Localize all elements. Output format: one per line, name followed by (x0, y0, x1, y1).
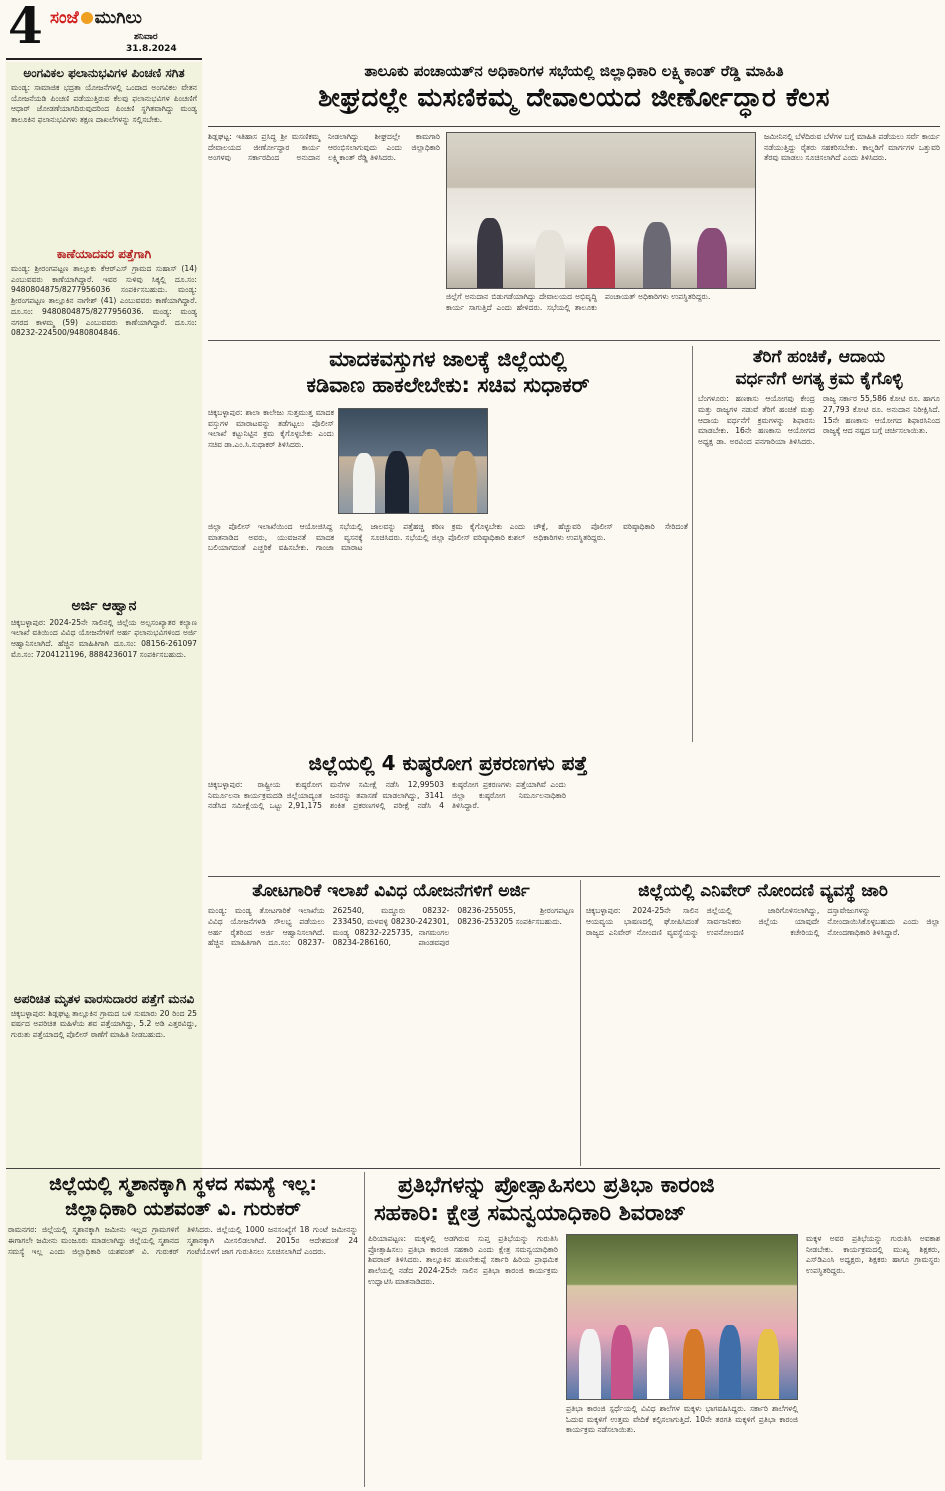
s3-body: ಚಿಕ್ಕಬಳ್ಳಾಪುರ: 2024-25ನೇ ಸಾಲಿನಲ್ಲಿ ಜಿಲ್ಲೆಯ ಅಲ್ಪಸಂಖ್ಯಾತರ ಕಲ್ಯಾಣ ಇಲಾಖೆ ವತಿಯಿಂದ ವಿವಿಧ ಯೋಜನೆಗಳಿಗೆ ಅರ್ಹ ಫಲಾನುಭವಿಗಳಿಂದ ಅರ್ಜಿ ಆಹ್ವಾನಿಸಲಾಗಿದೆ. ಹೆಚ್ಚಿನ ಮಾಹಿತಿಗಾಗಿ ದೂ.ಸಂ: 08156-261097 ಮೊ.ಸಂ: 7204121196, 8884236017 ಸಂಪರ್ಕಿಸಬಹುದು. (11, 617, 197, 659)
person-figure (477, 218, 503, 288)
talent-story (368, 1172, 940, 1487)
divider (364, 1172, 365, 1487)
cemetery-body: ರಾಮನಗರ: ಜಿಲ್ಲೆಯಲ್ಲಿ ಸ್ಮಶಾನಕ್ಕಾಗಿ ಜಮೀನು ಇಲ್ಲದ ಗ್ರಾಮಗಳಿಗೆ ಈಗಾಗಲೇ ಜಮೀನು ಮಂಜೂರು ಮಾಡಲಾಗಿದ್ದು ಜಿಲ್ಲೆಯಲ್ಲಿ ಸ್ಮಶಾನದ ಸಮಸ್ಯೆ ಇಲ್ಲ ಎಂದು ಜಿಲ್ಲಾಧಿಕಾರಿ ಯಶವಂತ್ ವಿ. ಗುರುಕರ್ ತಿಳಿಸಿದರು. ಜಿಲ್ಲೆಯಲ್ಲಿ 1000 ಜನಸಂಖ್ಯೆಗೆ 18 ಗುಂಟೆ ಜಮೀನನ್ನು ಸ್ಮಶಾನಕ್ಕಾಗಿ ಮೀಸಲಿಡಲಾಗಿದೆ. 2015ರ ಆದೇಶದಂತೆ 24 ಗಂಟೆಯೊಳಗೆ ಜಾಗ ಗುರುತಿಸಲು ಸೂಚಿಸಲಾಗಿದೆ ಎಂದರು. (8, 1225, 358, 1256)
top-rule (208, 126, 940, 127)
cemetery-headline-2: ಜಿಲ್ಲಾಧಿಕಾರಿ ಯಶವಂತ್ ವಿ. ಗುರುಕರ್ (65, 1197, 301, 1220)
s3-title: ಅರ್ಜಿ ಆಹ್ವಾನ (71, 598, 137, 614)
nvr-story (586, 880, 940, 1170)
nvr-headline: ಜಿಲ್ಲೆಯಲ್ಲಿ ಎನಿವೇರ್ ನೋಂದಣಿ ವ್ಯವಸ್ಥೆ ಜಾರಿ (638, 881, 888, 901)
s2-title: ಕಾಣೆಯಾದವರ ಪತ್ತೆಗಾಗಿ (56, 247, 152, 261)
talent-headline-1: ಪ್ರತಿಭೆಗಳನ್ನು ಪ್ರೋತ್ಸಾಹಿಸಲು ಪ್ರತಿಭಾ ಕಾರಂಜಿ (398, 1173, 715, 1198)
leprosy-story (208, 750, 688, 870)
tax-story (698, 346, 940, 746)
tax-body: ಬೆಂಗಳೂರು: ಹಣಕಾಸು ಆಯೋಗವು ಕೇಂದ್ರ ಮತ್ತು ರಾಜ್ಯಗಳ ನಡುವೆ ತೆರಿಗೆ ಹಂಚಿಕೆ ಮತ್ತು ಆದಾಯ ವರ್ಧನೆಗೆ ಕ್ರಮಗಳನ್ನು ಶಿಫಾರಸು ಮಾಡಬೇಕು. 16ನೇ ಹಣಕಾಸು ಆಯೋಗದ ಅಧ್ಯಕ್ಷ ಡಾ. ಅರವಿಂದ ಪನಗಾರಿಯಾ ತಿಳಿಸಿದರು. ರಾಜ್ಯ ಸರ್ಕಾರ 55,586 ಕೋಟಿ ರೂ. ಹಾಗೂ 27,793 ಕೋಟಿ ರೂ. ಅನುದಾನ ನಿರೀಕ್ಷಿಸಿದೆ. 15ನೇ ಹಣಕಾಸು ಆಯೋಗದ ಶಿಫಾರಸಿನಿಂದ ರಾಜ್ಯಕ್ಕೆ ಆದ ನಷ್ಟದ ಬಗ್ಗೆ ಚರ್ಚಿಸಲಾಯಿತು. (698, 394, 940, 446)
person-figure (579, 1329, 601, 1399)
cemetery-headline-1: ಜಿಲ್ಲೆಯಲ್ಲಿ ಸ್ಮಶಾನಕ್ಕಾಗಿ ಸ್ಥಳದ ಸಮಸ್ಯೆ ಇಲ್ಲ: (49, 1173, 317, 1195)
horticulture-body: ಮಂಡ್ಯ: ಮಂಡ್ಯ ತೋಟಗಾರಿಕೆ ಇಲಾಖೆಯ ವಿವಿಧ ಯೋಜನೆಗಳಡಿ ಸೌಲಭ್ಯ ಪಡೆಯಲು ಅರ್ಹ ರೈತರಿಂದ ಅರ್ಜಿ ಆಹ್ವಾನಿಸಲಾಗಿದೆ. ಹೆಚ್ಚಿನ ಮಾಹಿತಿಗಾಗಿ ದೂ.ಸಂ: 08237-262540, ಮದ್ದೂರು 08232-233450, ಮಳವಳ್ಳಿ 08230-242301, ಮಂಡ್ಯ 08232-225735, ನಾಗಮಂಗಲ 08234-286160, ಪಾಂಡವಪುರ 08236-255055, ಶ್ರೀರಂಗಪಟ್ಟಣ 08236-253205 ಸಂಪರ್ಕಿಸಬಹುದು. (208, 906, 574, 948)
top-body-mid: ಜಿಲ್ಲೆಗೆ ಅನುದಾನ ಬಿಡುಗಡೆಯಾಗಿದ್ದು ದೇವಾಲಯದ ಅಭಿವೃದ್ಧಿ ಕಾರ್ಯ ಸಾಗುತ್ತಿದೆ ಎಂದು ಹೇಳಿದರು. ಸಭೆಯಲ್ಲಿ ತಾಲೂಕು ಪಂಚಾಯತ್ ಅಧಿಕಾರಿಗಳು ಉಪಸ್ಥಿತರಿದ್ದರು. (446, 292, 711, 312)
person-figure (353, 453, 375, 513)
s4-title: ಅಪರಿಚಿತ ಮೃತಳ ವಾರಸುದಾರರ ಪತ್ತೆಗೆ ಮನವಿ (13, 991, 195, 1006)
drug-headline-2: ಕಡಿವಾಣ ಹಾಕಲೇಬೇಕು: ಸಚಿವ ಸುಧಾಕರ್ (306, 373, 590, 398)
minister-photo (338, 408, 488, 514)
brand-part1: ಸಂಜೆ (50, 8, 79, 28)
brand-logo (50, 8, 142, 28)
drug-body-intro: ಚಿಕ್ಕಬಳ್ಳಾಪುರ: ಶಾಲಾ ಕಾಲೇಜು ಸುತ್ತಮುತ್ತ ಮಾದಕ ವಸ್ತುಗಳ ಮಾರಾಟವನ್ನು ತಡೆಗಟ್ಟಲು ಪೊಲೀಸ್ ಇಲಾಖೆ ಕಟ್ಟುನಿಟ್ಟಿನ ಕ್ರಮ ಕೈಗೊಳ್ಳಬೇಕು ಎಂದು ಸಚಿವ ಡಾ.ಎಂ.ಸಿ.ಸುಧಾಕರ್ ತಿಳಿಸಿದರು. (208, 408, 334, 450)
talent-body-left: ಪಿರಿಯಾಪಟ್ಟಣ: ಮಕ್ಕಳಲ್ಲಿ ಅಡಗಿರುವ ಸುಪ್ತ ಪ್ರತಿಭೆಯನ್ನು ಗುರುತಿಸಿ ಪ್ರೋತ್ಸಾಹಿಸಲು ಪ್ರತಿಭಾ ಕಾರಂಜಿ ಸಹಕಾರಿ ಎಂದು ಕ್ಷೇತ್ರ ಸಮನ್ವಯಾಧಿಕಾರಿ ಶಿವರಾಜ್ ತಿಳಿಸಿದರು. ತಾಲ್ಲೂಕಿನ ಹುಣಸೇಕುಪ್ಪೆ ಸರ್ಕಾರಿ ಹಿರಿಯ ಪ್ರಾಥಮಿಕ ಶಾಲೆಯಲ್ಲಿ ನಡೆದ 2024-25ನೇ ಸಾಲಿನ ಪ್ರತಿಭಾ ಕಾರಂಜಿ ಕಾರ್ಯಕ್ರಮ ಉದ್ಘಾಟಿಸಿ ಮಾತನಾಡಿದರು. (368, 1234, 558, 1286)
page-number: 4 (8, 2, 43, 55)
horticulture-story (208, 880, 574, 1170)
drug-headline-1: ಮಾದಕವಸ್ತುಗಳ ಜಾಲಕ್ಕೆ ಜಿಲ್ಲೆಯಲ್ಲಿ (329, 347, 567, 371)
school-event-photo (566, 1234, 798, 1400)
person-figure (719, 1325, 741, 1399)
person-figure (611, 1325, 633, 1399)
person-figure (453, 451, 477, 513)
top-kicker: ತಾಲೂಕು ಪಂಚಾಯತ್‌ನ ಅಧಿಕಾರಿಗಳ ಸಭೆಯಲ್ಲಿ ಜಿಲ್ಲಾಧಿಕಾರಿ ಲಕ್ಷ್ಮಿಕಾಂತ್ ರೆಡ್ಡಿ ಮಾಹಿತಿ (364, 62, 784, 80)
talent-body-right: ಮಕ್ಕಳ ಅವರ ಪ್ರತಿಭೆಯನ್ನು ಗುರುತಿಸಿ ಅವಕಾಶ ನೀಡಬೇಕು. ಕಾರ್ಯಕ್ರಮದಲ್ಲಿ ಮುಖ್ಯ ಶಿಕ್ಷಕರು, ಎಸ್‌ಡಿಎಂಸಿ ಅಧ್ಯಕ್ಷರು, ಶಿಕ್ಷಕರು ಹಾಗೂ ಗ್ರಾಮಸ್ಥರು ಉಪಸ್ಥಿತರಿದ್ದರು. (806, 1234, 940, 1276)
sun-icon (81, 12, 93, 24)
talent-body-mid: ಪ್ರತಿಭಾ ಕಾರಂಜಿ ಸ್ಪರ್ಧೆಯಲ್ಲಿ ವಿವಿಧ ಶಾಲೆಗಳ ಮಕ್ಕಳು ಭಾಗವಹಿಸಿದ್ದರು. ಸರ್ಕಾರಿ ಶಾಲೆಗಳಲ್ಲಿ ಓದುವ ಮಕ್ಕಳಿಗೆ ಉತ್ತಮ ವೇದಿಕೆ ಕಲ್ಪಿಸಲಾಗುತ್ತಿದೆ. 10ನೇ ತರಗತಿ ಮಕ್ಕಳಿಗೆ ಪ್ರತಿಭಾ ಕಾರಂಜಿ ಕಾರ್ಯಕ್ರಮ ನಡೆಸಲಾಯಿತು. (566, 1404, 798, 1435)
leprosy-body: ಚಿಕ್ಕಬಳ್ಳಾಪುರ: ರಾಷ್ಟ್ರೀಯ ಕುಷ್ಠರೋಗ ನಿರ್ಮೂಲನಾ ಕಾರ್ಯಕ್ರಮದಡಿ ಜಿಲ್ಲೆಯಾದ್ಯಂತ ನಡೆಸಿದ ಸಮೀಕ್ಷೆಯಲ್ಲಿ ಒಟ್ಟು 2,91,175 ಮನೆಗಳ ಸಮೀಕ್ಷೆ ನಡೆಸಿ 12,99503 ಜನರನ್ನು ತಪಾಸಣೆ ಮಾಡಲಾಗಿದ್ದು, 3141 ಶಂಕಿತ ಪ್ರಕರಣಗಳಲ್ಲಿ ಪರೀಕ್ಷೆ ನಡೆಸಿ 4 ಕುಷ್ಠರೋಗ ಪ್ರಕರಣಗಳು ಪತ್ತೆಯಾಗಿವೆ ಎಂದು ಜಿಲ್ಲಾ ಕುಷ್ಠರೋಗ ನಿರ್ಮೂಲನಾಧಿಕಾರಿ ತಿಳಿಸಿದ್ದಾರೆ. (208, 780, 566, 811)
person-figure (683, 1329, 705, 1399)
drug-body-rest: ಜಿಲ್ಲಾ ಪೊಲೀಸ್ ಇಲಾಖೆಯಿಂದ ಆಯೋಜಿಸಿದ್ದ ಸಭೆಯಲ್ಲಿ ಮಾತನಾಡಿದ ಅವರು, ಯುವಜನತೆ ಮಾದಕ ವ್ಯಸನಕ್ಕೆ ಬಲಿಯಾಗದಂತೆ ಎಚ್ಚರಿಕೆ ವಹಿಸಬೇಕು. ಗಾಂಜಾ ಮಾರಾಟ ಜಾಲವನ್ನು ಪತ್ತೆಹಚ್ಚಿ ಕಠಿಣ ಕ್ರಮ ಕೈಗೊಳ್ಳಬೇಕು ಎಂದು ಸೂಚಿಸಿದರು. ಸಭೆಯಲ್ಲಿ ಜಿಲ್ಲಾ ಪೊಲೀಸ್ ವರಿಷ್ಠಾಧಿಕಾರಿ ಕುಶಲ್ ಚೌಕ್ಸೆ, ಹೆಚ್ಚುವರಿ ಪೊಲೀಸ್ ವರಿಷ್ಠಾಧಿಕಾರಿ ಸೇರಿದಂತೆ ಅಧಿಕಾರಿಗಳು ಉಪಸ್ಥಿತರಿದ್ದರು. (208, 522, 688, 553)
divider (580, 880, 581, 1166)
divider (6, 1168, 940, 1169)
top-body-left: ಶಿಡ್ಲಘಟ್ಟ: ಇತಿಹಾಸ ಪ್ರಸಿದ್ಧ ಶ್ರೀ ಮಸಣಿಕಮ್ಮ ದೇವಾಲಯದ ಜೀರ್ಣೋದ್ಧಾರ ಕಾರ್ಯ ಅಂಗಳವು ಸರ್ಕಾರದಿಂದ ಅನುದಾನ ನೀಡಲಾಗಿದ್ದು ಶೀಘ್ರದಲ್ಲೇ ಕಾಮಗಾರಿ ಆರಂಭಿಸಲಾಗುವುದು ಎಂದು ಜಿಲ್ಲಾಧಿಕಾರಿ ಲಕ್ಷ್ಮಿಕಾಂತ್ ರೆಡ್ಡಿ ತಿಳಿಸಿದರು. (208, 132, 440, 163)
person-figure (419, 449, 443, 513)
nvr-body: ಚಿಕ್ಕಬಳ್ಳಾಪುರ: 2024-25ನೇ ಸಾಲಿನ ಆಯವ್ಯಯ ಭಾಷಣದಲ್ಲಿ ಘೋಷಿಸಿದಂತೆ ರಾಜ್ಯದ ಎನಿವೇರ್ ನೋಂದಣಿ ವ್ಯವಸ್ಥೆಯನ್ನು ಜಿಲ್ಲೆಯಲ್ಲಿ ಜಾರಿಗೊಳಿಸಲಾಗಿದ್ದು, ಸಾರ್ವಜನಿಕರು ಜಿಲ್ಲೆಯ ಯಾವುದೇ ಉಪನೋಂದಣಿ ಕಚೇರಿಯಲ್ಲಿ ದಸ್ತಾವೇಜುಗಳನ್ನು ನೋಂದಾಯಿಸಿಕೊಳ್ಳಬಹುದು ಎಂದು ಜಿಲ್ಲಾ ನೋಂದಣಾಧಿಕಾರಿ ತಿಳಿಸಿದ್ದಾರೆ. (586, 906, 940, 937)
person-figure (385, 451, 409, 513)
tax-headline-2: ವರ್ಧನೆಗೆ ಅಗತ್ಯ ಕ್ರಮ ಕೈಗೊಳ್ಳಿ (735, 369, 903, 390)
person-figure (647, 1327, 669, 1399)
brand-part2: ಮುಗಿಲು (94, 8, 142, 28)
person-figure (587, 226, 615, 288)
masthead-date: 31.8.2024 (126, 44, 177, 54)
s4-body: ಚಿಕ್ಕಬಳ್ಳಾಪುರ: ಶಿಡ್ಲಘಟ್ಟ ತಾಲ್ಲೂಕಿನ ಗ್ರಾಮದ ಬಳಿ ಸುಮಾರು 20 ರಿಂದ 25 ವರ್ಷದ ಅಪರಿಚಿತ ಮಹಿಳೆಯ ಶವ ಪತ್ತೆಯಾಗಿದ್ದು, 5.2 ಅಡಿ ಎತ್ತರವಿದ್ದು, ಗುರುತು ಪತ್ತೆಯಾದಲ್ಲಿ ಪೊಲೀಸ್ ಠಾಣೆಗೆ ಮಾಹಿತಿ ನೀಡಬಹುದು. (11, 1008, 197, 1039)
top-body-right: ಜಮೀನಿನಲ್ಲಿ ಬೆಳೆದಿರುವ ಬೆಳೆಗಳ ಬಗ್ಗೆ ಮಾಹಿತಿ ಪಡೆಯಲು ಸರ್ವೆ ಕಾರ್ಯ ನಡೆಯುತ್ತಿದ್ದು ರೈತರು ಸಹಕರಿಸಬೇಕು. ಕಾಲ್ನಡಿಗೆ ಮಾರ್ಗಗಳ ಒತ್ತುವರಿ ತೆರವು ಮಾಡಲು ಸೂಚಿಸಲಾಗಿದೆ ಎಂದು ತಿಳಿಸಿದರು. (764, 132, 940, 163)
talent-headline-2: ಸಹಕಾರಿ: ಕ್ಷೇತ್ರ ಸಮನ್ವಯಾಧಿಕಾರಿ ಶಿವರಾಜ್ (374, 1200, 687, 1226)
s1-body: ಮಂಡ್ಯ: ಸಾಮಾಜಿಕ ಭದ್ರತಾ ಯೋಜನೆಗಳಲ್ಲಿ ಒಂದಾದ ಅಂಗವಿಕಲ ವೇತನ ಯೋಜನೆಯಡಿ ಪಿಂಚಣಿ ಪಡೆಯುತ್ತಿರುವ ಕೆಲವು ಫಲಾನುಭವಿಗಳ ಪಿಂಚಣಿಗೆ ಆಧಾರ್ ಜೋಡಣೆಯಾಗದಿರುವುದರಿಂದ ಪಿಂಚಣಿ ಸ್ಥಗಿತವಾಗಿದ್ದು ಮಂಡ್ಯ ತಾಲೂಕಿನ ಫಲಾನುಭವಿಗಳು ತಕ್ಷಣ ದಾಖಲೆಗಳನ್ನು ಸಲ್ಲಿಸಬೇಕು. (11, 83, 197, 125)
divider (208, 876, 940, 877)
person-figure (697, 228, 727, 288)
person-figure (535, 230, 565, 288)
tax-headline-1: ತೆರಿಗೆ ಹಂಚಿಕೆ, ಆದಾಯ (752, 347, 886, 367)
top-headline: ಶೀಘ್ರದಲ್ಲೇ ಮಸಣಿಕಮ್ಮ ದೇವಾಲಯದ ಜೀರ್ಣೋದ್ಧಾರ ಕೆಲಸ (318, 83, 830, 113)
divider (208, 340, 940, 341)
top-story (208, 60, 940, 340)
cemetery-story (6, 1172, 360, 1487)
masthead-day: ಶನಿವಾರ (134, 32, 158, 42)
masthead (6, 2, 201, 58)
masthead-rule (6, 58, 202, 60)
person-figure (643, 222, 671, 288)
s2-body: ಮಂಡ್ಯ: ಶ್ರೀರಂಗಪಟ್ಟಣ ತಾಲ್ಲೂಕು ಕೆಆರ್‌ಎಸ್ ಗ್ರಾಮದ ಸುಹಾಸ್ (14) ಎಂಬುವವರು ಕಾಣೆಯಾಗಿದ್ದಾರೆ. ಇವರ ಸುಳಿವು ಸಿಕ್ಕಲ್ಲಿ ದೂ.ಸಂ: 9480804875/8277956036 ಸಂಪರ್ಕಿಸಬಹುದು. ಮಂಡ್ಯ: ಶ್ರೀರಂಗಪಟ್ಟಣ ತಾಲ್ಲೂಕಿನ ನಾಗೇಶ್ (41) ಎಂಬುವವರು ಕಾಣೆಯಾಗಿದ್ದಾರೆ. ದೂ.ಸಂ: 9480804875/8277956036. ಮಂಡ್ಯ: ಮಂಡ್ಯ ನಗರದ ಕಾಳಮ್ಮ (59) ಎಂಬುವವರು ಕಾಣೆಯಾಗಿದ್ದಾರೆ. ದೂ.ಸಂ: 08232-224500/9480804846. (11, 264, 197, 338)
divider (692, 346, 693, 742)
meeting-photo (446, 132, 756, 289)
drug-story (208, 346, 688, 746)
s1-title: ಅಂಗವಿಕಲ ಫಲಾನುಭವಿಗಳ ಪಿಂಚಣಿ ಸಗಿತ (23, 66, 185, 80)
horticulture-headline: ತೋಟಗಾರಿಕೆ ಇಲಾಖೆ ವಿವಿಧ ಯೋಜನೆಗಳಿಗೆ ಅರ್ಜಿ (252, 881, 530, 901)
person-figure (757, 1329, 779, 1399)
leprosy-headline: ಜಿಲ್ಲೆಯಲ್ಲಿ 4 ಕುಷ್ಠರೋಗ ಪ್ರಕರಣಗಳು ಪತ್ತೆ (308, 751, 588, 775)
